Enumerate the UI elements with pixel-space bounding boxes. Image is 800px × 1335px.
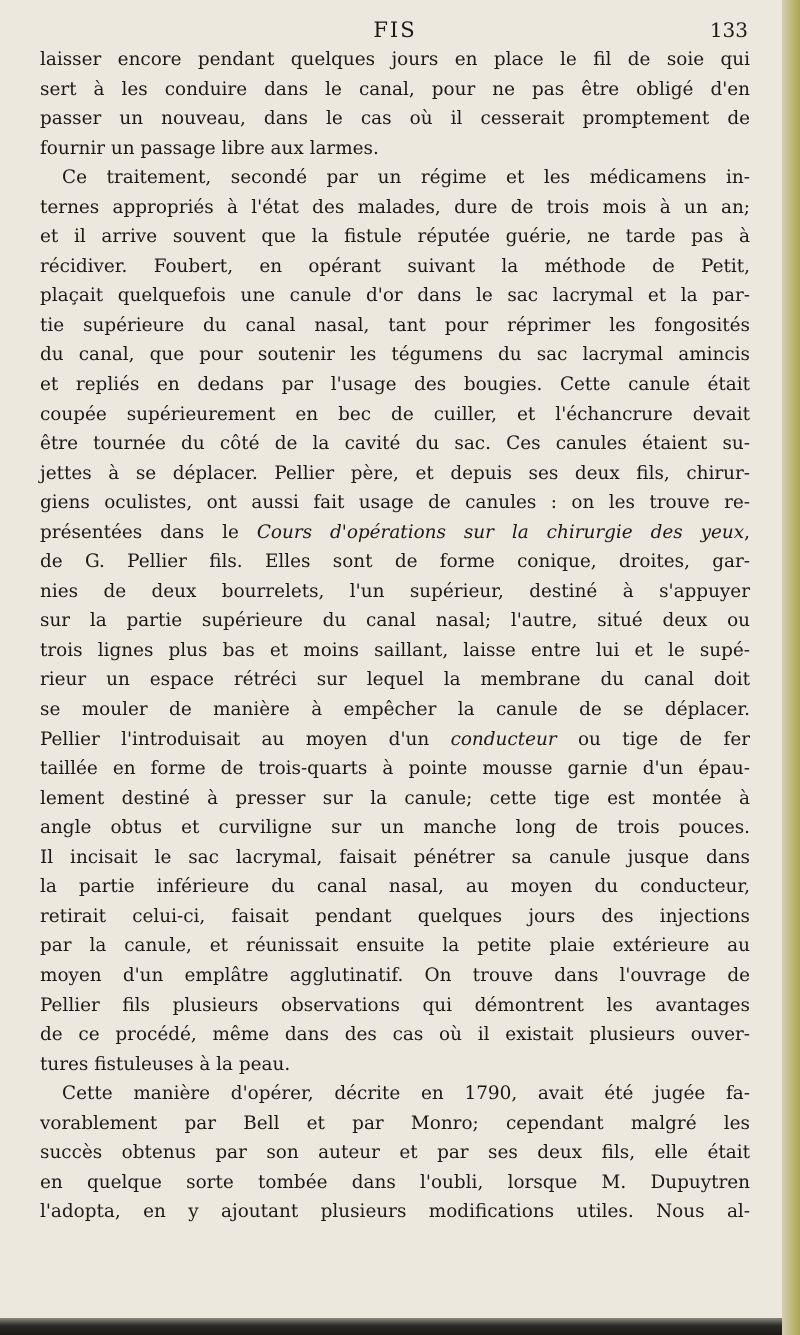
page-number: 133	[709, 18, 748, 42]
text-line: Pellier fils plusieurs observations qui démontrent les avantages	[40, 994, 750, 1016]
text-fragment: ou tige de fer	[556, 728, 750, 750]
scan-bottom-edge	[0, 1318, 782, 1335]
text-line: tures fistuleuses à la peau.	[40, 1053, 291, 1075]
text-line: rieur un espace rétréci sur lequel la membrane du canal doit	[40, 669, 750, 691]
text-line: Il incisait le sac lacrymal, faisait pénétrer sa canule jusque dans	[40, 846, 750, 868]
text-line: lement destiné à presser sur la canule; cette tige est montée à	[40, 787, 750, 809]
text-line: l'adopta, en y ajoutant plusieurs modifications utiles. Nous al-	[40, 1201, 750, 1223]
text-line: Ce traitement, secondé par un régime et les médicamens in-	[62, 167, 750, 189]
text-line: être tournée du côté de la cavité du sac. Ces canules étaient su-	[40, 433, 750, 455]
text-line: de ce procédé, même dans des cas où il existait plusieurs ouver-	[40, 1024, 750, 1046]
text-line: angle obtus et curviligne sur un manche long de trois pouces.	[40, 817, 750, 839]
text-line: retirait celui-ci, faisait pendant quelques jours des injections	[40, 905, 750, 927]
text-line: récidiver. Foubert, en opérant suivant la méthode de Petit,	[40, 255, 750, 277]
text-line: plaçait quelquefois une canule d'or dans le sac lacrymal et la par-	[40, 285, 750, 307]
text-fragment: présentées dans le	[40, 521, 257, 543]
text-line: Cette manière d'opérer, décrite en 1790, avait été jugée fa-	[62, 1083, 750, 1105]
text-line: et il arrive souvent que la fistule réputée guérie, ne tarde pas à	[40, 226, 750, 248]
text-line: sert à les conduire dans le canal, pour ne pas être obligé d'en	[40, 78, 750, 100]
text-line: moyen d'un emplâtre agglutinatif. On trouve dans l'ouvrage de	[40, 964, 750, 986]
body-text	[40, 45, 750, 1227]
text-line: par la canule, et réunissait ensuite la petite plaie extérieure au	[40, 935, 750, 957]
text-fragment: Pellier l'introduisait au moyen d'un	[40, 728, 451, 750]
text-line: passer un nouveau, dans le cas où il cesserait promptement de	[40, 108, 750, 130]
text-line: taillée en forme de trois-quarts à pointe mousse garnie d'un épau-	[40, 758, 750, 780]
text-line: giens oculistes, ont aussi fait usage de canules : on les trouve re-	[40, 492, 750, 514]
page-edge	[782, 0, 800, 1335]
text-line: et repliés en dedans par l'usage des bougies. Cette canule était	[40, 374, 750, 396]
text-line: sur la partie supérieure du canal nasal; l'autre, situé deux ou	[40, 610, 750, 632]
text-fragment: ,	[744, 521, 750, 543]
text-line: vorablement par Bell et par Monro; cependant malgré les	[40, 1112, 750, 1134]
text-line: la partie inférieure du canal nasal, au moyen du conducteur,	[40, 876, 750, 898]
page-header	[40, 14, 750, 48]
text-line: succès obtenus par son auteur et par ses deux fils, elle était	[40, 1142, 750, 1164]
italic-term: conducteur	[450, 728, 557, 750]
book-title: Cours d'opérations sur la chirurgie des yeux	[256, 521, 745, 543]
text-line: du canal, que pour soutenir les tégumens du sac lacrymal amincis	[40, 344, 750, 366]
text-line: coupée supérieurement en bec de cuiller, et l'échancrure devait	[40, 403, 750, 425]
text-line: ternes appropriés à l'état des malades, dure de trois mois à un an;	[40, 196, 750, 218]
text-line-with-term	[40, 725, 750, 755]
text-line: jettes à se déplacer. Pellier père, et depuis ses deux fils, chirur-	[40, 462, 750, 484]
text-line-with-title	[40, 518, 750, 548]
running-title: FIS	[373, 18, 417, 42]
text-line: se mouler de manière à empêcher la canule de se déplacer.	[40, 699, 750, 721]
text-line: nies de deux bourrelets, l'un supérieur, destiné à s'appuyer	[40, 580, 750, 602]
text-line: tie supérieure du canal nasal, tant pour réprimer les fongosités	[40, 314, 750, 336]
text-line: fournir un passage libre aux larmes.	[40, 137, 379, 159]
text-line: de G. Pellier fils. Elles sont de forme conique, droites, gar-	[40, 551, 750, 573]
text-line: en quelque sorte tombée dans l'oubli, lorsque M. Dupuytren	[40, 1171, 750, 1193]
text-line: trois lignes plus bas et moins saillant, laisse entre lui et le supé-	[40, 639, 750, 661]
text-line: laisser encore pendant quelques jours en place le fil de soie qui	[40, 49, 750, 70]
